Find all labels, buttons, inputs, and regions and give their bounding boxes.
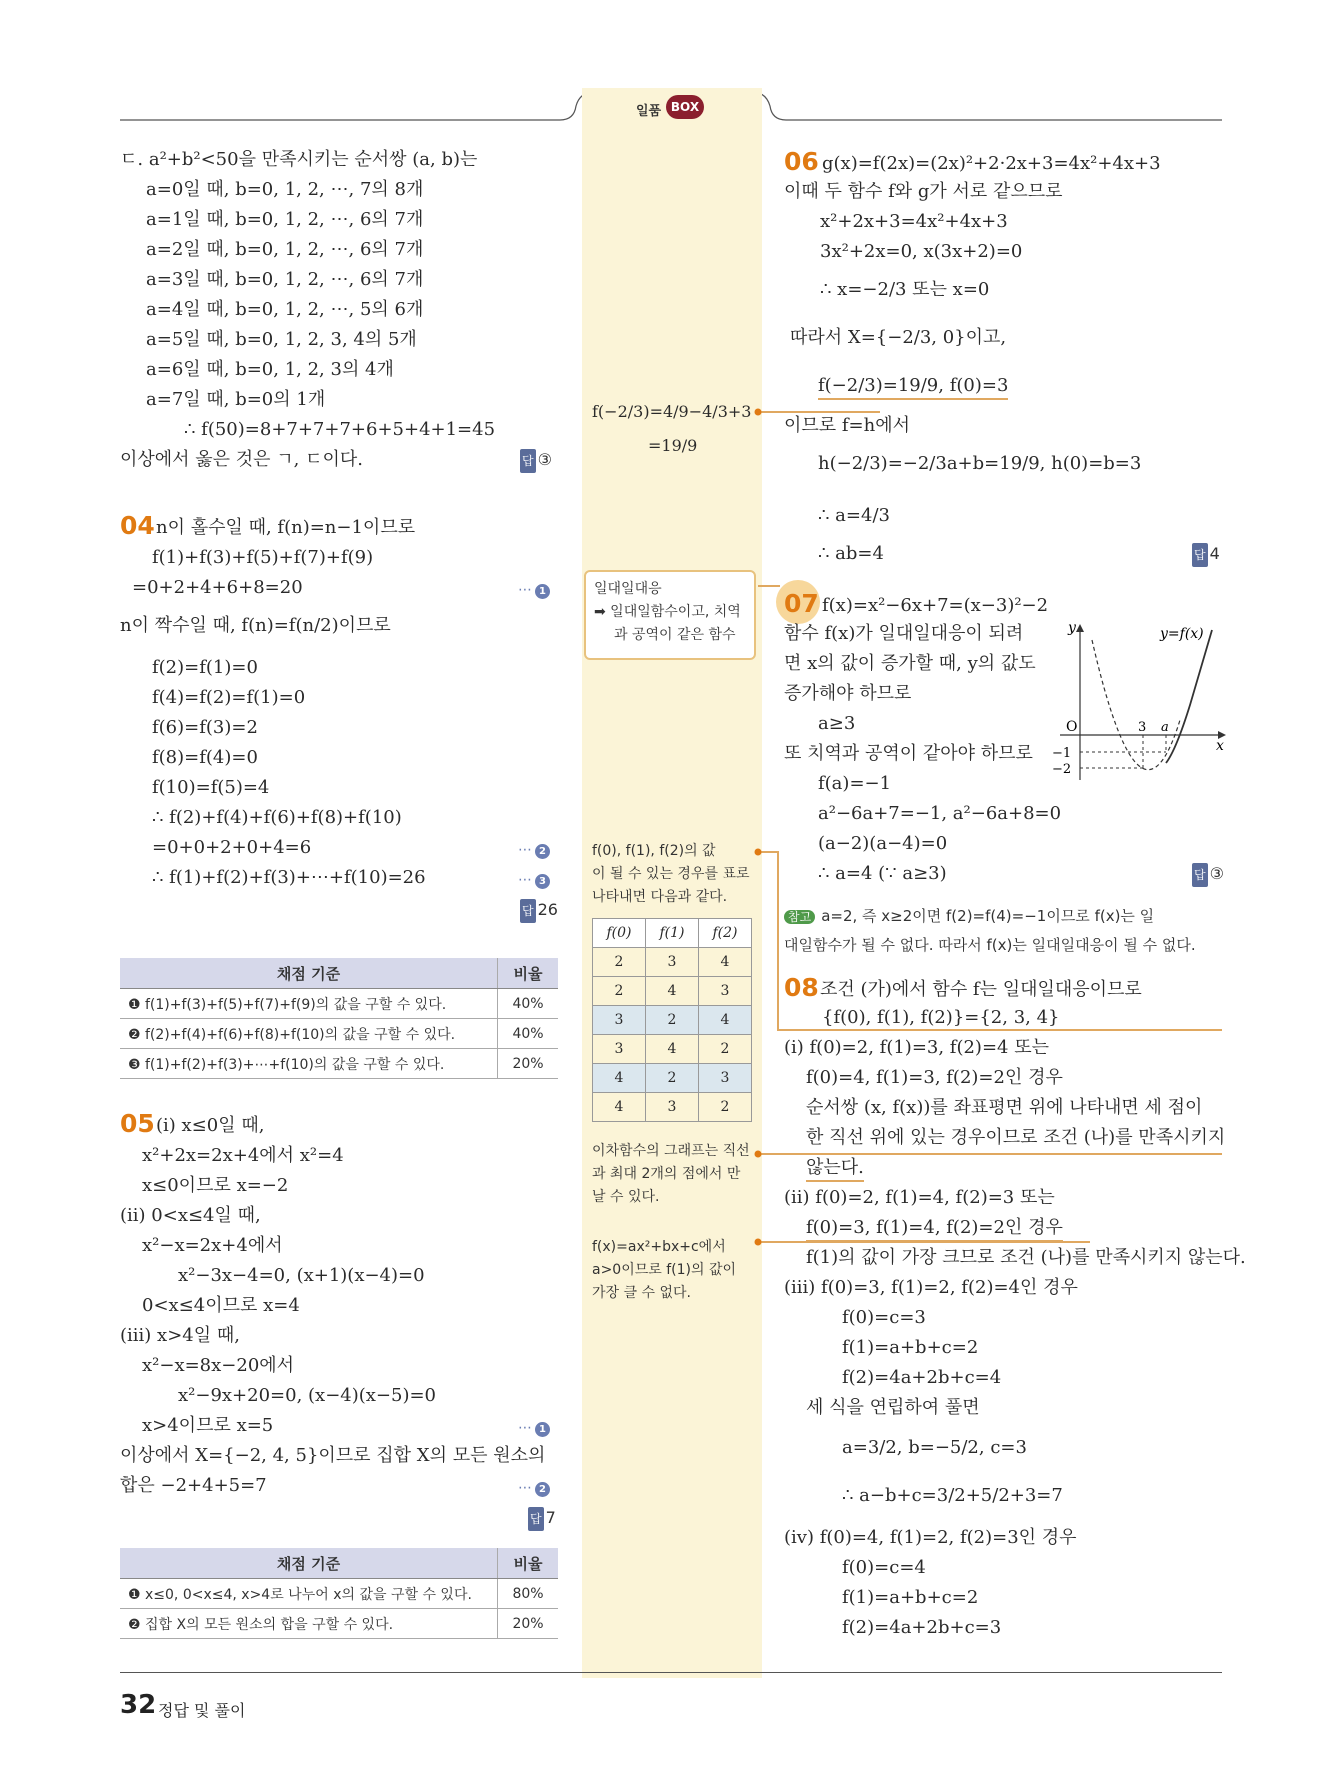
c-part-line: a=3일 때, b=0, 1, 2, ⋯, 6의 7개: [146, 269, 424, 290]
p04-line: =0+2+4+6+8=20: [132, 577, 303, 598]
p04-line: f(1)+f(3)+f(5)+f(7)+f(9): [152, 547, 374, 568]
table-cell: 4: [699, 1006, 752, 1035]
p05-line: 이상에서 X={−2, 4, 5}이므로 집합 X의 모든 원소의: [120, 1445, 546, 1466]
p08-line: f(0)=c=4: [842, 1557, 926, 1578]
p08-line: 조건 (가)에서 함수 f는 일대일대응이므로: [820, 979, 1142, 1000]
y-arrow: [1076, 624, 1084, 632]
problem-number: 07: [784, 589, 819, 618]
table-cell: 3: [593, 1006, 646, 1035]
p08-line: f(2)=4a+2b+c=3: [842, 1617, 1002, 1638]
p04-line: f(8)=f(4)=0: [152, 747, 258, 768]
p05-line: x²+2x=2x+4에서 x²=4: [142, 1145, 344, 1166]
p04-line: ∴ f(1)+f(2)+f(3)+⋯+f(10)=26: [152, 867, 426, 888]
p08-line: (iv) f(0)=4, f(1)=2, f(2)=3인 경우: [784, 1527, 1077, 1548]
c-part-line: a=2일 때, b=0, 1, 2, ⋯, 6의 7개: [146, 239, 424, 260]
grade-head: 비율: [498, 958, 559, 989]
p06-line: 이때 두 함수 f와 g가 서로 같으므로: [784, 181, 1063, 202]
table-cell: 4: [646, 1035, 699, 1064]
p08-line: (ii) f(0)=2, f(1)=4, f(2)=3 또는: [784, 1187, 1055, 1208]
p08-line: 순서쌍 (x, f(x))를 좌표평면 위에 나타내면 세 점이: [806, 1097, 1203, 1118]
table-cell: 3: [646, 948, 699, 977]
dashed-curve: [1092, 640, 1180, 770]
p05-line: (ii) 0<x≤4일 때,: [120, 1205, 261, 1226]
table-cell: 3: [593, 1035, 646, 1064]
p04-line: =0+0+2+0+4=6: [152, 837, 312, 858]
p07-line: 증가해야 하므로: [784, 683, 912, 704]
p08-line: 세 식을 연립하여 풀면: [806, 1397, 980, 1418]
table-cell: 4: [593, 1093, 646, 1122]
definition-line: 과 공역이 같은 함수: [614, 627, 736, 643]
p06-line: x²+2x+3=4x²+4x+3: [820, 211, 1008, 232]
note-line: 가장 클 수 없다.: [592, 1285, 691, 1301]
p08-line: f(1)의 값이 가장 크므로 조건 (나)를 만족시키지 않는다.: [806, 1247, 1246, 1268]
curve-label: y=f(x): [1160, 626, 1204, 642]
box-label: 일품: [636, 104, 662, 119]
p06-line: 이므로 f=h에서: [784, 415, 910, 436]
p05-line: (iii) x>4일 때,: [120, 1325, 240, 1346]
table-header: f(0): [593, 919, 646, 948]
note-line: 날 수 있다.: [592, 1189, 660, 1205]
note-line: 나타내면 다음과 같다.: [592, 889, 728, 905]
y-label: y: [1068, 620, 1076, 636]
x-label: x: [1216, 738, 1224, 754]
table-cell: 2: [593, 977, 646, 1006]
p07-line: ∴ a=4 (∵ a≥3): [818, 863, 947, 884]
c-part-line: 이상에서 옳은 것은 ㄱ, ㄷ이다.: [120, 449, 363, 470]
table-header: f(2): [699, 919, 752, 948]
note-line: f(0), f(1), f(2)의 값: [592, 843, 716, 859]
grade-head: 채점 기준: [120, 1548, 498, 1579]
p08-line: 않는다.: [806, 1156, 864, 1182]
p08-line: f(0)=3, f(1)=4, f(2)=2인 경우: [806, 1216, 1063, 1242]
p08-line: f(2)=4a+2b+c=4: [842, 1367, 1002, 1388]
table-cell: 3: [646, 1093, 699, 1122]
p04-line: n이 홀수일 때, f(n)=n−1이므로: [156, 517, 416, 538]
tick-label: −2: [1052, 762, 1072, 777]
note-tag: 참고: [784, 910, 815, 924]
definition-title: 일대일대응: [594, 581, 662, 597]
problem-number: 04: [120, 511, 155, 540]
table-cell: 3: [699, 977, 752, 1006]
grade-cell: 40%: [498, 1019, 559, 1049]
p05-line: 0<x≤4이므로 x=4: [142, 1295, 300, 1316]
p07-line: a²−6a+7=−1, a²−6a+8=0: [818, 803, 1062, 824]
grade-head: 채점 기준: [120, 958, 498, 989]
answer-mark: 답 4: [1192, 542, 1220, 567]
c-part-line: a=0일 때, b=0, 1, 2, ⋯, 7의 8개: [146, 179, 424, 200]
p05-line: x²−3x−4=0, (x+1)(x−4)=0: [178, 1265, 425, 1286]
p04-line: f(6)=f(3)=2: [152, 717, 258, 738]
c-part-line: a=6일 때, b=0, 1, 2, 3의 4개: [146, 359, 394, 380]
grade-cell: ❸ f(1)+f(2)+f(3)+⋯+f(10)의 값을 구할 수 있다.: [120, 1049, 498, 1079]
p08-line: 한 직선 위에 있는 경우이므로 조건 (나)를 만족시키지: [806, 1127, 1226, 1148]
p07-line: (a−2)(a−4)=0: [818, 833, 948, 854]
p08-line: ∴ a−b+c=3/2+5/2+3=7: [842, 1485, 1063, 1506]
note-line: =19/9: [648, 436, 698, 455]
p08-line: (i) f(0)=2, f(1)=3, f(2)=4 또는: [784, 1037, 1049, 1058]
table-cell: 2: [593, 948, 646, 977]
p06-line: ∴ x=−2/3 또는 x=0: [820, 279, 990, 300]
grade-cell: 40%: [498, 989, 559, 1019]
note-line: f(−2/3)=4/9−4/3+3: [592, 402, 752, 421]
definition-line: ➡ 일대일함수이고, 치역: [594, 604, 741, 620]
answer-mark: 답 ③: [1192, 862, 1224, 887]
tick-label: a: [1161, 720, 1169, 735]
problem-number: 08: [784, 973, 819, 1002]
answer-mark: 답 ③: [520, 448, 552, 473]
step-marker: ⋯ 2: [518, 838, 550, 862]
grade-cell: ❷ f(2)+f(4)+f(6)+f(8)+f(10)의 값을 구할 수 있다.: [120, 1019, 498, 1049]
p05-line: x²−9x+20=0, (x−4)(x−5)=0: [178, 1385, 437, 1406]
c-part-line: a=7일 때, b=0의 1개: [146, 389, 326, 410]
grade-cell: ❷ 집합 X의 모든 원소의 합을 구할 수 있다.: [120, 1609, 498, 1639]
table-header: f(1): [646, 919, 699, 948]
p08-line: f(1)=a+b+c=2: [842, 1337, 979, 1358]
p04-line: f(2)=f(1)=0: [152, 657, 258, 678]
step-marker: ⋯ 1: [518, 578, 550, 602]
footer-title: 정답 및 풀이: [158, 1701, 246, 1720]
p04-line: ∴ f(2)+f(4)+f(6)+f(8)+f(10): [152, 807, 402, 828]
answer-mark: 답 26: [520, 898, 558, 923]
p05-line: (i) x≤0일 때,: [156, 1115, 265, 1136]
c-part-line: ㄷ. a²+b²<50을 만족시키는 순서쌍 (a, b)는: [120, 149, 478, 170]
table-cell: 4: [699, 948, 752, 977]
table-cell: 3: [699, 1064, 752, 1093]
p04-line: f(10)=f(5)=4: [152, 777, 270, 798]
page-number: 32: [120, 1690, 157, 1720]
p06-line: 3x²+2x=0, x(3x+2)=0: [820, 241, 1023, 262]
p05-line: x≤0이므로 x=−2: [142, 1175, 289, 1196]
origin-label: O: [1066, 719, 1078, 735]
p07-line: f(a)=−1: [818, 773, 892, 794]
table-cell: 2: [646, 1064, 699, 1093]
p08-line: {f(0), f(1), f(2)}={2, 3, 4}: [822, 1007, 1060, 1028]
table-cell: 4: [593, 1064, 646, 1093]
solid-curve: [1166, 630, 1212, 763]
p06-line: f(−2/3)=19/9, f(0)=3: [818, 374, 1008, 400]
p06-line: h(−2/3)=−2/3a+b=19/9, h(0)=b=3: [818, 453, 1142, 474]
tick-label: 3: [1138, 720, 1147, 735]
problem-number: 05: [120, 1109, 155, 1138]
grade-cell: 80%: [498, 1579, 559, 1609]
p08-line: f(0)=c=3: [842, 1307, 926, 1328]
reference-note: [784, 902, 1224, 959]
p04-line: f(4)=f(2)=f(1)=0: [152, 687, 306, 708]
p05-line: x²−x=2x+4에서: [142, 1235, 283, 1256]
note-line: a=2, 즉 x≥2이면 f(2)=f(4)=−1이므로 f(x)는 일: [821, 907, 1155, 925]
p07-line: a≥3: [818, 713, 856, 734]
note-line: 이 될 수 있는 경우를 표로: [592, 866, 750, 882]
grade-cell: 20%: [498, 1049, 559, 1079]
footer-rule: [120, 1672, 1222, 1673]
p08-line: (iii) f(0)=3, f(1)=2, f(2)=4인 경우: [784, 1277, 1078, 1298]
p06-line: ∴ a=4/3: [818, 505, 890, 526]
tick-label: −1: [1052, 746, 1072, 761]
table-cell: 2: [646, 1006, 699, 1035]
p08-line: f(1)=a+b+c=2: [842, 1587, 979, 1608]
c-part-line: ∴ f(50)=8+7+7+7+6+5+4+1=45: [184, 419, 496, 440]
note-line: 과 최대 2개의 점에서 만: [592, 1166, 741, 1182]
note-line: 이차함수의 그래프는 직선: [592, 1143, 750, 1159]
p07-line: 함수 f(x)가 일대일대응이 되려: [784, 623, 1024, 644]
grade-cell: 20%: [498, 1609, 559, 1639]
parabola-graph: [1040, 610, 1230, 790]
p07-line: f(x)=x²−6x+7=(x−3)²−2: [822, 595, 1049, 616]
p05-line: x>4이므로 x=5: [142, 1415, 274, 1436]
p06-line: 따라서 X={−2/3, 0}이고,: [790, 327, 1007, 348]
note-line: 대일함수가 될 수 없다. 따라서 f(x)는 일대일대응이 될 수 없다.: [784, 936, 1196, 954]
answer-mark: 답 7: [528, 1506, 556, 1531]
p06-line: g(x)=f(2x)=(2x)²+2·2x+3=4x²+4x+3: [822, 153, 1161, 174]
step-marker: ⋯ 1: [518, 1416, 550, 1440]
problem-number: 06: [784, 147, 819, 176]
p06-line: ∴ ab=4: [818, 543, 884, 564]
grade-head: 비율: [498, 1548, 559, 1579]
grade-cell: ❶ x≤0, 0<x≤4, x>4로 나누어 x의 값을 구할 수 있다.: [120, 1579, 498, 1609]
table-cell: 2: [699, 1093, 752, 1122]
table-cell: 2: [699, 1035, 752, 1064]
table-cell: 4: [646, 977, 699, 1006]
p05-line: x²−x=8x−20에서: [142, 1355, 295, 1376]
grade-cell: ❶ f(1)+f(3)+f(5)+f(7)+f(9)의 값을 구할 수 있다.: [120, 989, 498, 1019]
note-line: f(x)=ax²+bx+c에서: [592, 1239, 726, 1255]
p04-line: n이 짝수일 때, f(n)=f(n/2)이므로: [120, 615, 391, 636]
p05-line: 합은 −2+4+5=7: [120, 1475, 267, 1496]
step-marker: ⋯ 3: [518, 868, 550, 892]
c-part-line: a=4일 때, b=0, 1, 2, ⋯, 5의 6개: [146, 299, 424, 320]
p08-line: a=3/2, b=−5/2, c=3: [842, 1437, 1027, 1458]
note-line: a>0이므로 f(1)의 값이: [592, 1262, 737, 1278]
p07-line: 또 치역과 공역이 같아야 하므로: [784, 743, 1033, 764]
c-part-line: a=1일 때, b=0, 1, 2, ⋯, 6의 7개: [146, 209, 424, 230]
step-marker: ⋯ 2: [518, 1476, 550, 1500]
p07-line: 면 x의 값이 증가할 때, y의 값도: [784, 653, 1036, 674]
p08-line: f(0)=4, f(1)=3, f(2)=2인 경우: [806, 1067, 1063, 1088]
box-badge: BOX: [666, 95, 704, 119]
c-part-line: a=5일 때, b=0, 1, 2, 3, 4의 5개: [146, 329, 417, 350]
